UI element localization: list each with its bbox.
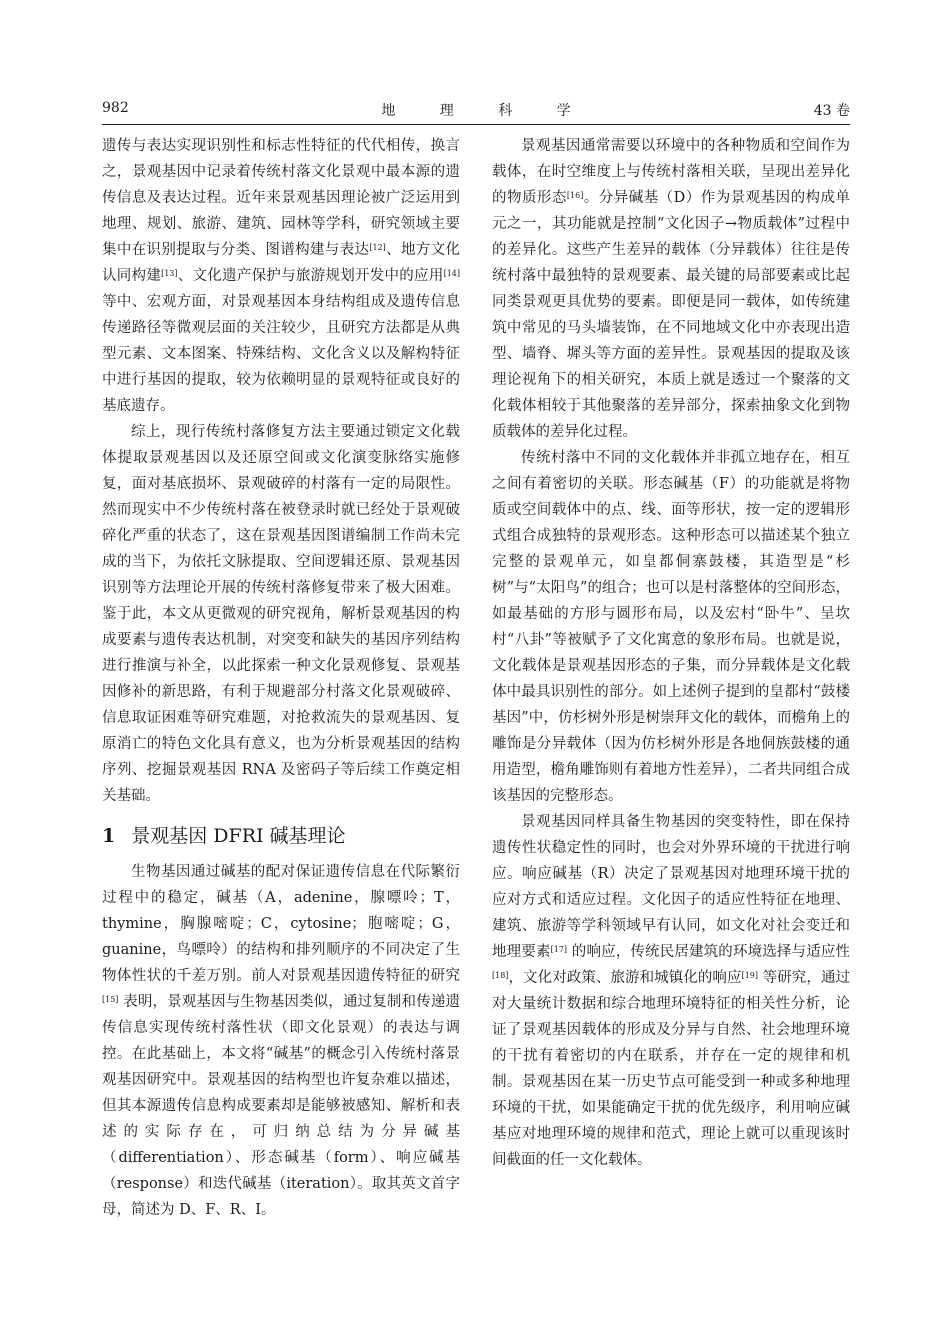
citation: [12] <box>369 243 386 252</box>
paragraph-base-theory <box>102 859 460 1223</box>
text-run: 等研究，通过对大量统计数据和综合地理环境特征的相关性分析，论证了景观基因载体的形成及分异与自然、社会地理环境的干扰有着密切的内在联系，并存在一定的规律和机制。景观基因在某一历史节点可能受到一种或多种地理环境的干扰，如果能确定干扰的优先级序，利用响应碱基应对地理环境的规律和范式，理论上就可以重现该时间截面的任一文化载体。 <box>492 970 851 1168</box>
citation: [18] <box>492 971 509 980</box>
running-header <box>102 98 850 125</box>
paragraph-continued <box>102 133 460 419</box>
section-heading <box>102 823 460 849</box>
citation: [19] <box>741 971 758 980</box>
citation: [17] <box>550 945 568 954</box>
citation: [16] <box>566 191 584 200</box>
text-run: 景观基因通常需要以环境中的各种物质和空间作为载体，在时空维度上与传统村落相关联，呈现出差异化的物质形态 <box>492 138 850 206</box>
citation: [13] <box>161 269 178 278</box>
citation: [14] <box>443 269 461 278</box>
section-number: 1 <box>102 825 116 847</box>
text-run: 等中、宏观方面，对景观基因本身结构组成及遗传信息传递路径等微观层面的关注较少，且研究方法都是从典型元素、文本图案、特殊结构、文化含义以及解构特征中进行基因的提取，较为依赖明显的景观特征或良好的基底遗存。 <box>102 294 460 414</box>
paragraph-summary: 综上，现行传统村落修复方法主要通过锁定文化载体提取景观基因以及还原空间或文化演变脉络实施修复，面对基底损坏、景观破碎的村落有一定的局限性。然而现实中不少传统村落在被登录时就已经处于景观破碎化严重的状态了，这在景观基因图谱编制工作尚未完成的当下，为依托文脉提取、空间逻辑还原、景观基因识别等方法理论开展的传统村落修复带来了极大困难。鉴于此，本文从更微观的研究视角，解析景观基因的构成要素与遗传表达机制，对突变和缺失的基因序列结构进行推演与补全，以此探索一种文化景观修复、景观基因修补的新思路，有利于规避部分村落文化景观破碎、信息取证困难等研究难题，对抢救流失的景观基因、复原消亡的特色文化具有意义，也为分析景观基因的结构序列、挖掘景观基因 RNA 及密码子等后续工作奠定相关基础。 <box>102 424 460 804</box>
section-title: 景观基因 DFRI 碱基理论 <box>131 825 346 847</box>
text-run: 。分异碱基（D）作为景观基因的构成单元之一，其功能就是控制“文化因子→物质载体”过程中的差异化。这些产生差异的载体（分异载体）往往是传统村落中最独特的景观要素、最关键的局部要素或比起同类景观更具优势的要素。即便是同一载体，如传统建筑中常见的马头墙装饰，在不同地域文化中亦表现出造型、墙脊、墀头等方面的差异性。景观基因的提取及该理论视角下的相关研究，本质上就是透过一个聚落的文化载体相较于其他聚落的差异部分，探索抽象文化到物质载体的差异化过程。 <box>492 190 851 440</box>
text-run: 的响应，传统民居建筑的环境选择与适应性 <box>567 944 851 960</box>
journal-title: 地 理 科 学 <box>381 103 591 119</box>
text-run: 生物基因通过碱基的配对保证遗传信息在代际繁衍过程中的稳定，碱基（A，adenine，腺嘌呤；T，thymine，胸腺嘧啶；C，cytosine；胞嘧啶；G，guanine，鸟嘌呤）的结构和排列顺序的不同决定了生物体性状的千差万别。前人对景观基因遗传特征的研究 <box>102 864 460 984</box>
text-run: 、地方文化认同构建 <box>102 242 461 284</box>
page-number: 982 <box>102 100 129 116</box>
text-run: ，文化对政策、旅游和城镇化的响应 <box>508 970 742 986</box>
left-column <box>102 133 460 1223</box>
right-column <box>492 133 850 1173</box>
text-run: 景观基因同样具备生物基因的突变特性，即在保持遗传性状稳定性的同时，也会对外界环境的干扰进行响应。响应碱基（R）决定了景观基因对地理环境干扰的应对方式和适应过程。文化因子的适应性特征在地理、建筑、旅游等学科领域早有认同，如文化对社会变迁和地理要素 <box>492 814 850 960</box>
paragraph-response-base <box>492 809 850 1173</box>
text-run: 表明，景观基因与生物基因类似，通过复制和传递遗传信息实现传统村落性状（即文化景观）的表达与调控。在此基础上，本文将“碱基”的概念引入传统村落景观基因研究中。景观基因的结构型也许复杂难以描述，但其本源遗传信息构成要素却是能够被感知、解析和表述的实际存在，可归纳总结为分异碱基（differentiation）、形态碱基（form）、响应碱基（response）和迭代碱基（iteration）。取其英文首字母，简述为 D、F、R、I。 <box>102 994 460 1218</box>
paragraph-form-base: 传统村落中不同的文化载体并非孤立地存在，相互之间有着密切的关联。形态碱基（F）的功能就是将物质或空间载体中的点、线、面等形状，按一定的逻辑形式组合成独特的景观形态。这种形态可以描述某个独立完整的景观单元，如皇都侗寨鼓楼，其造型是“杉树”与“太阳鸟”的组合；也可以是村落整体的空间形态，如最基础的方形与圆形布局，以及宏村“卧牛”、呈坎村“八卦”等被赋予了文化寓意的象形布局。也就是说，文化载体是景观基因形态的子集，而分异载体是文化载体中最具识别性的部分。如上述例子提到的皇都村“鼓楼基因”中，仿杉树外形是树崇拜文化的载体，而檐角上的雕饰是分异载体（因为仿杉树外形是各地侗族鼓楼的通用造型，檐角雕饰则有着地方性差异），二者共同组合成该基因的完整形态。 <box>492 450 850 804</box>
paragraph-differentiation-base <box>492 133 850 445</box>
text-run: 、文化遗产保护与旅游规划开发中的应用 <box>177 268 444 284</box>
text-run: 遗传与表达实现识别性和标志性特征的代代相传，换言之，景观基因中记录着传统村落文化景观中最本源的遗传信息及表达过程。近年来景观基因理论被广泛运用到地理、规划、旅游、建筑、园林等学科，研究领域主要集中在识别提取与分类、图谱构建与表达 <box>102 138 460 258</box>
citation: [15] <box>102 995 119 1004</box>
volume-label: 43 卷 <box>813 103 850 119</box>
